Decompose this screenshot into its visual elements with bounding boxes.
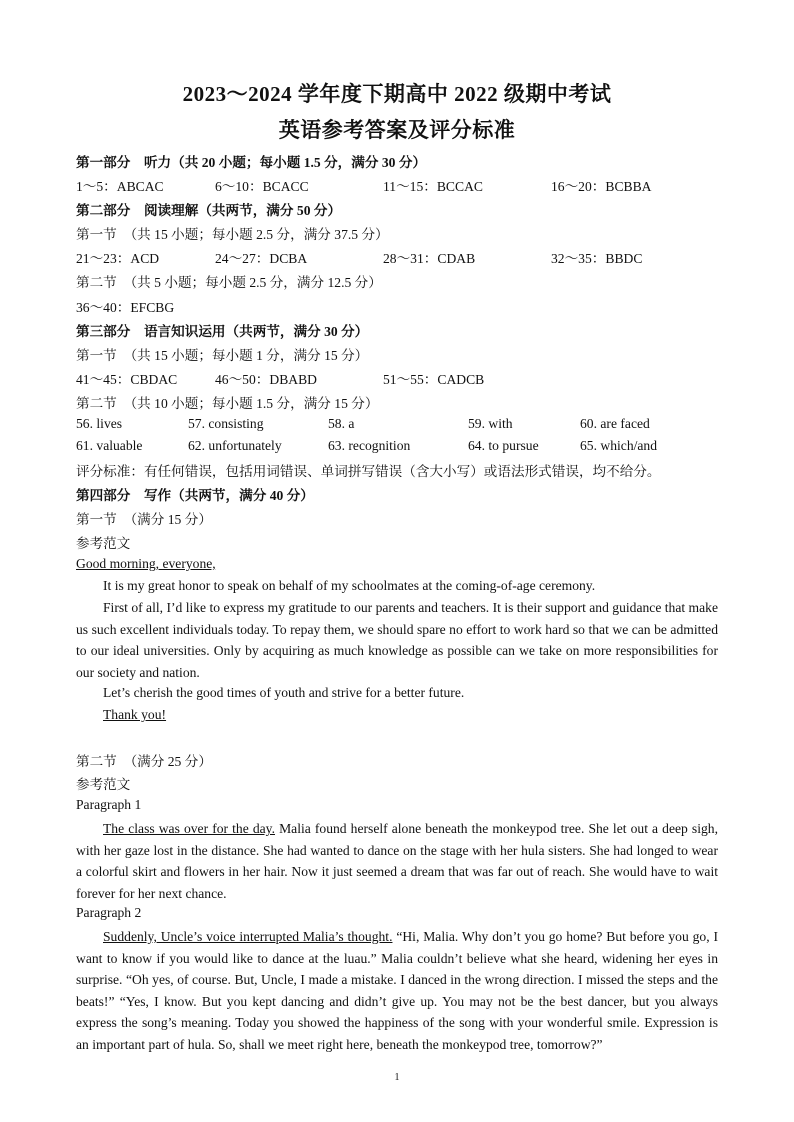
story-paragraph-1 — [76, 818, 718, 904]
paragraph-label: Paragraph 1 — [76, 797, 142, 812]
fill-answer: 65. which/and — [580, 438, 658, 453]
paragraph-lead-sentence: Suddenly, Uncle’s voice interrupted Malia’s thought. — [103, 929, 393, 944]
speech-greeting: Good morning, everyone, — [76, 556, 216, 571]
fill-answer: 57. consisting — [188, 416, 264, 431]
speech-paragraph: First of all, I’d like to express my gratitude to our parents and teachers. It is their support and guidance that make us such excellent individuals today. To repay them, we should spare no effort to work hard so that we can be admitted to our ideal universities. Only by acquiring as much knowledge as possible can we take on more responsibilities for our society and nation. — [76, 600, 718, 680]
answer-group: 41～45：CBDAC — [76, 372, 178, 387]
part1-heading: 第一部分 听力（共 20 小题；每小题 1.5 分，满分 30 分） — [76, 155, 427, 170]
sample-label: 参考范文 — [76, 536, 131, 551]
speech-paragraph: It is my great honor to speak on behalf of my schoolmates at the coming-of-age ceremony. — [103, 578, 596, 593]
fill-answer: 59. with — [468, 416, 513, 431]
answer-group: 46～50：DBABD — [215, 372, 317, 387]
story-paragraph-2 — [76, 926, 718, 1055]
fill-answer: 62. unfortunately — [188, 438, 282, 453]
paragraph-body: “Hi, Malia. Why don’t you go home? But before you go, I want to know if you would like to dance at the luau.” Malia couldn’t believe what she heard, widening her eyes in surprise. “Oh yes, of course. But, Uncle, I made a mistake. I danced in the wrong direction. I missed the steps and the beats!” “Yes, I know. But you kept dancing and didn’t give up. You may not be the best dancer, but you always express the song’s meaning. Today you showed the happiness of the song with your wonderful smile. Expression is an important part of hula. So, shall we meet right here, beneath the monkeypod tree, tomorrow?” — [76, 929, 718, 1052]
paragraph-body: Malia found herself alone beneath the monkeypod tree. She let out a deep sigh, with her gaze lost in the distance. She had wanted to dance on the stage with her hula sisters. She had longed to wear a colorful skirt and flowers in her hair. Now it just seemed a dream that was far out of reach. She would have to wait forever for her next chance. — [76, 821, 718, 901]
fill-answer: 61. valuable — [76, 438, 143, 453]
scoring-standard: 评分标准：有任何错误，包括用词错误、单词拼写错误（含大小写）或语法形式错误，均不给分。 — [76, 464, 661, 479]
part2-heading: 第二部分 阅读理解（共两节，满分 50 分） — [76, 203, 342, 218]
fill-answer: 58. a — [328, 416, 355, 431]
paragraph-lead-sentence: The class was over for the day. — [103, 821, 275, 836]
speech-paragraph: Let’s cherish the good times of youth and strive for a better future. — [103, 685, 465, 700]
paragraph-label: Paragraph 2 — [76, 905, 142, 920]
exam-subtitle: 英语参考答案及评分标准 — [278, 118, 516, 142]
part3-section2: 第二节 （共 10 小题；每小题 1.5 分，满分 15 分） — [76, 396, 379, 411]
answer-group: 51～55：CADCB — [383, 372, 485, 387]
part2-section2: 第二节 （共 5 小题；每小题 2.5 分，满分 12.5 分） — [76, 275, 382, 290]
answer-group: 28～31：CDAB — [383, 251, 476, 266]
answer-group: 32～35：BBDC — [551, 251, 643, 266]
answer-group: 1～5：ABCAC — [76, 179, 164, 194]
part4-section1: 第一节 （满分 15 分） — [76, 512, 212, 527]
exam-title: 2023～2024 学年度下期高中 2022 级期中考试 — [182, 82, 612, 106]
answer-group: 6～10：BCACC — [215, 179, 309, 194]
part2-section1: 第一节 （共 15 小题；每小题 2.5 分，满分 37.5 分） — [76, 227, 389, 242]
answer-group: 24～27：DCBA — [215, 251, 308, 266]
page-number: 1 — [394, 1072, 400, 1083]
fill-answer: 56. lives — [76, 416, 123, 431]
part3-section1: 第一节 （共 15 小题；每小题 1 分，满分 15 分） — [76, 348, 369, 363]
answer-group: 11～15：BCCAC — [383, 179, 483, 194]
fill-answer: 60. are faced — [580, 416, 650, 431]
fill-answer: 63. recognition — [328, 438, 411, 453]
part4-heading: 第四部分 写作（共两节，满分 40 分） — [76, 488, 314, 503]
part3-heading: 第三部分 语言知识运用（共两节，满分 30 分） — [76, 324, 369, 339]
sample-label: 参考范文 — [76, 777, 131, 792]
fill-answer: 64. to pursue — [468, 438, 539, 453]
part4-section2: 第二节 （满分 25 分） — [76, 754, 212, 769]
answer-group: 36～40：EFCBG — [76, 300, 175, 315]
answer-group: 21～23：ACD — [76, 251, 160, 266]
answer-group: 16～20：BCBBA — [551, 179, 652, 194]
speech-closing: Thank you! — [103, 707, 167, 722]
